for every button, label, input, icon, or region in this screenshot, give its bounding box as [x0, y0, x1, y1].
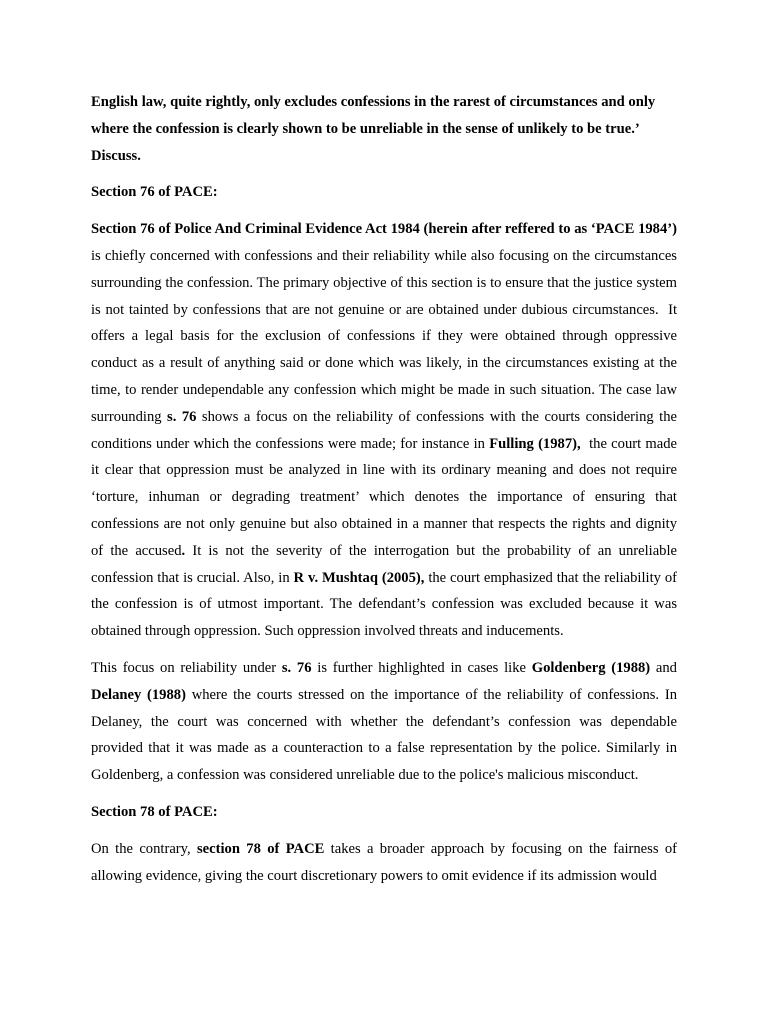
paragraph-text: is further highlighted in cases like — [311, 659, 532, 676]
case-reference: section 78 of PACE — [196, 840, 325, 857]
paragraph-text: and — [650, 659, 677, 676]
essay-question: English law, quite rightly, only excludes confessions in the rarest of circumstances and only where the confession is clearly shown to be unreliable in the sense of unlikely to be true.’ Discuss. — [91, 94, 656, 164]
paragraph-text: On the contrary, — [91, 840, 197, 857]
section-78-heading: Section 78 of PACE: — [91, 803, 218, 820]
case-reference: Goldenberg (1988) — [531, 659, 651, 676]
pace-act-title: Section 76 of Police And Criminal Evidence Act 1984 (herein after reffered to as ‘PACE 1984’) — [91, 221, 677, 238]
paragraph-text: takes a broader approach by focusing on the fairness of allowing evidence, giving the court discretionary powers to omit evidence if its admission would — [91, 840, 677, 884]
case-reference: s. 76 — [167, 408, 197, 425]
case-reference: s. 76 — [281, 659, 312, 676]
section-76-heading: Section 76 of PACE: — [91, 184, 218, 201]
paragraph-text: is chiefly concerned with confessions and their reliability while also focusing on the circumstances surrounding the confession. The primary objective of this section is to ensure that the justice system is not tainted by confessions that are not genuine or are obtained under dubious circumstances. It offers a legal basis for the exclusion of confessions if they were obtained through oppressive conduct as a result of anything said or done which was likely, in the circumstances existing at the time, to render undependable any confession which might be made in such situation. The case law surrounding — [91, 247, 677, 425]
paragraph-text: This focus on reliability under — [91, 659, 282, 676]
paragraph-text: the court emphasized that the reliability of the confession is of utmost important. The defendant’s confession was excluded because it was obtained through oppression. Such oppression involved threats and inducements. — [91, 569, 677, 640]
section-78-paragraph — [91, 836, 677, 890]
document-body — [91, 89, 677, 899]
paragraph-text: shows a focus on the reliability of confessions with the courts considering the conditions under which the confessions were made; for instance in — [91, 408, 677, 452]
paragraph-text: the court made it clear that oppression must be analyzed in line with its ordinary meaning and does not require ‘torture, inhuman or degrading treatment’ which denotes the importance of ensuring that confessions are not only genuine but also obtained in a manner that respects the rights and dignity of the accused — [91, 435, 677, 559]
paragraph-text: where the courts stressed on the importance of the reliability of confessions. In Delaney, the court was concerned with whether the defendant’s confession was dependable provided that it was made as a counteraction to a false representation by the police. Similarly in Goldenberg, a confession was considered unreliable due to the police's malicious misconduct. — [91, 686, 677, 784]
paragraph-text: It is not the severity of the interrogation but the probability of an unreliable confession that is crucial. Also, in — [91, 542, 678, 586]
case-reference: R v. Mushtaq (2005), — [293, 569, 425, 586]
bold-punctuation: . — [181, 542, 186, 559]
case-reference: Delaney (1988) — [91, 686, 186, 703]
section-76-paragraph — [91, 216, 677, 645]
case-reference: Fulling (1987), — [489, 435, 581, 452]
reliability-paragraph — [91, 655, 677, 789]
